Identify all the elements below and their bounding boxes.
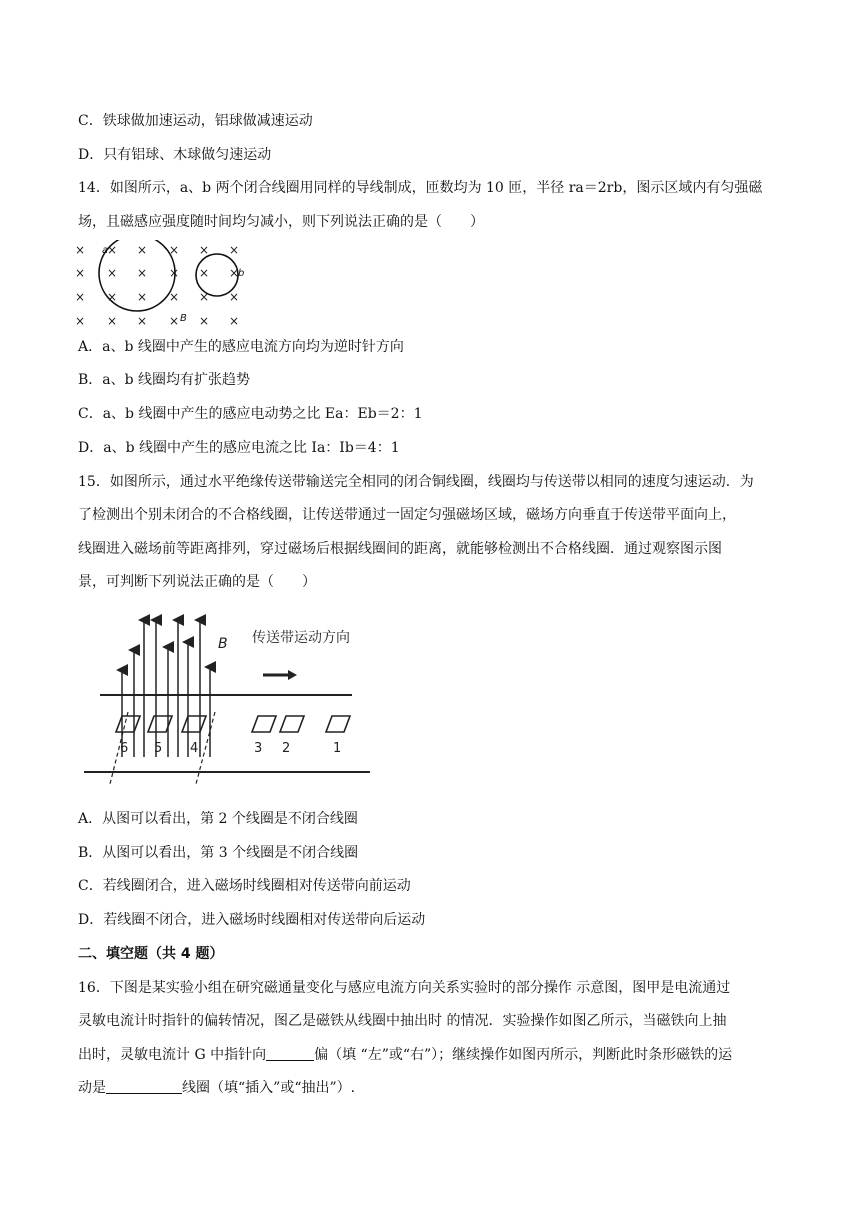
field-cross: × [106,314,118,328]
field-cross: × [198,266,210,280]
field-cross: × [74,314,86,328]
arrow-right-icon [288,670,297,680]
coil-b-label: b [238,268,245,279]
q14-option-d: D．a、b 线圈中产生的感应电流之比 Ia：Ib＝4：1 [78,440,400,456]
field-cross: × [198,290,210,304]
field-cross: × [74,243,86,257]
q15-option-c: C．若线圈闭合，进入磁场时线圈相对传送带向前运动 [78,878,411,894]
q15-figure-svg [80,602,380,784]
field-cross: × [106,290,118,304]
q14-option-c: C．a、b 线圈中产生的感应电动势之比 Ea：Eb＝2：1 [78,406,423,422]
field-cross: × [198,314,210,328]
coils [116,716,350,732]
answer-blank-1[interactable] [266,1046,314,1061]
field-cross: × [136,243,148,257]
coil-a-label: a [102,245,109,256]
field-cross: × [168,314,180,328]
section-title: 二、填空题（共 4 题） [78,946,224,962]
field-B-label: B [180,313,187,324]
q15-option-a: A．从图可以看出，第 2 个线圈是不闭合线圈 [78,811,358,827]
field-cross: × [168,243,180,257]
magnetic-field-lines [122,620,210,757]
q14-figure-svg [70,240,255,332]
q14-figure [70,240,255,332]
coil-3 [252,716,276,732]
coil-number: 3 [254,741,263,756]
field-cross: × [228,290,240,304]
q16-line-3-prefix: 出时，灵敏电流计 G 中指针向 [78,1047,267,1063]
field-cross: × [74,266,86,280]
q16-line-1: 16．下图是某实验小组在研究磁通量变化与感应电流方向关系实验时的部分操作 示意图，图甲是电流通过 [78,980,731,996]
belt-direction-label: 传送带运动方向 [252,630,350,646]
answer-blank-2[interactable] [106,1079,182,1094]
field-cross: × [168,266,180,280]
field-cross: × [228,266,240,280]
field-cross: × [136,314,148,328]
q14-option-a: A．a、b 线圈中产生的感应电流方向均为逆时针方向 [78,339,404,355]
q16-line-4 [78,1078,355,1098]
q15-figure [80,602,380,784]
coil-number: 2 [282,741,291,756]
coil-6 [116,716,140,732]
field-cross: × [136,266,148,280]
q15-option-d: D．若线圈不闭合，进入磁场时线圈相对传送带向后运动 [78,912,426,928]
field-cross: × [136,290,148,304]
q13-option-d: D．只有铝球、木球做匀速运动 [78,147,272,163]
q15-stem-line-3: 线圈进入磁场前等距离排列，穿过磁场后根据线圈间的距离，就能够检测出不合格线圈．通过观察图示图 [78,541,722,557]
field-cross: × [228,314,240,328]
field-cross: × [106,243,118,257]
q15-option-b: B．从图可以看出，第 3 个线圈是不闭合线圈 [78,845,359,861]
q16-line-4-suffix: 线圈（填“插入”或“抽出”）. [182,1080,356,1096]
field-cross: × [198,243,210,257]
q16-line-3 [78,1045,732,1065]
coil-number: 5 [154,741,163,756]
coil-number-labels [120,741,341,756]
coil-4 [182,716,206,732]
field-cross: × [168,290,180,304]
q14-option-b: B．a、b 线圈均有扩张趋势 [78,372,251,388]
magnetic-field-crosses [75,243,239,328]
q15-stem-line-4: 景，可判断下列说法正确的是（ ） [78,574,316,590]
coil-1 [326,716,350,732]
q16-line-4-prefix: 动是 [78,1080,106,1096]
coil-2 [280,716,304,732]
q15-stem-line-1: 15．如图所示，通过水平绝缘传送带输送完全相同的闭合铜线圈，线圈均与传送带以相同的速度匀速运动．为 [78,474,754,490]
field-cross: × [106,266,118,280]
field-cross: × [228,243,240,257]
field-B-label: B [218,636,228,652]
coil-number: 4 [190,741,199,756]
q16-line-3-suffix: 偏（填 “左”或“右”）；继续操作如图丙所示，判断此时条形磁铁的运 [314,1047,733,1063]
q14-stem-line-1: 14．如图所示，a、b 两个闭合线圈用同样的导线制成，匝数均为 10 匝，半径 ra＝2rb，图示区域内有匀强磁 [78,180,763,196]
coil-number: 6 [120,741,129,756]
coil-number: 1 [333,741,342,756]
field-boundary-right [196,712,215,784]
q15-stem-line-2: 了检测出个别未闭合的不合格线圈，让传送带通过一固定匀强磁场区域，磁场方向垂直于传送带平面向上， [78,507,736,523]
q16-line-2: 灵敏电流计时指针的偏转情况，图乙是磁铁从线圈中抽出时 的情况．实验操作如图乙所示，当磁铁向上抽 [78,1013,727,1029]
q14-stem-line-2: 场，且磁感应强度随时间均匀减小，则下列说法正确的是（ ） [78,214,484,230]
q13-option-c: C．铁球做加速运动，铝球做减速运动 [78,113,313,129]
field-cross: × [74,290,86,304]
